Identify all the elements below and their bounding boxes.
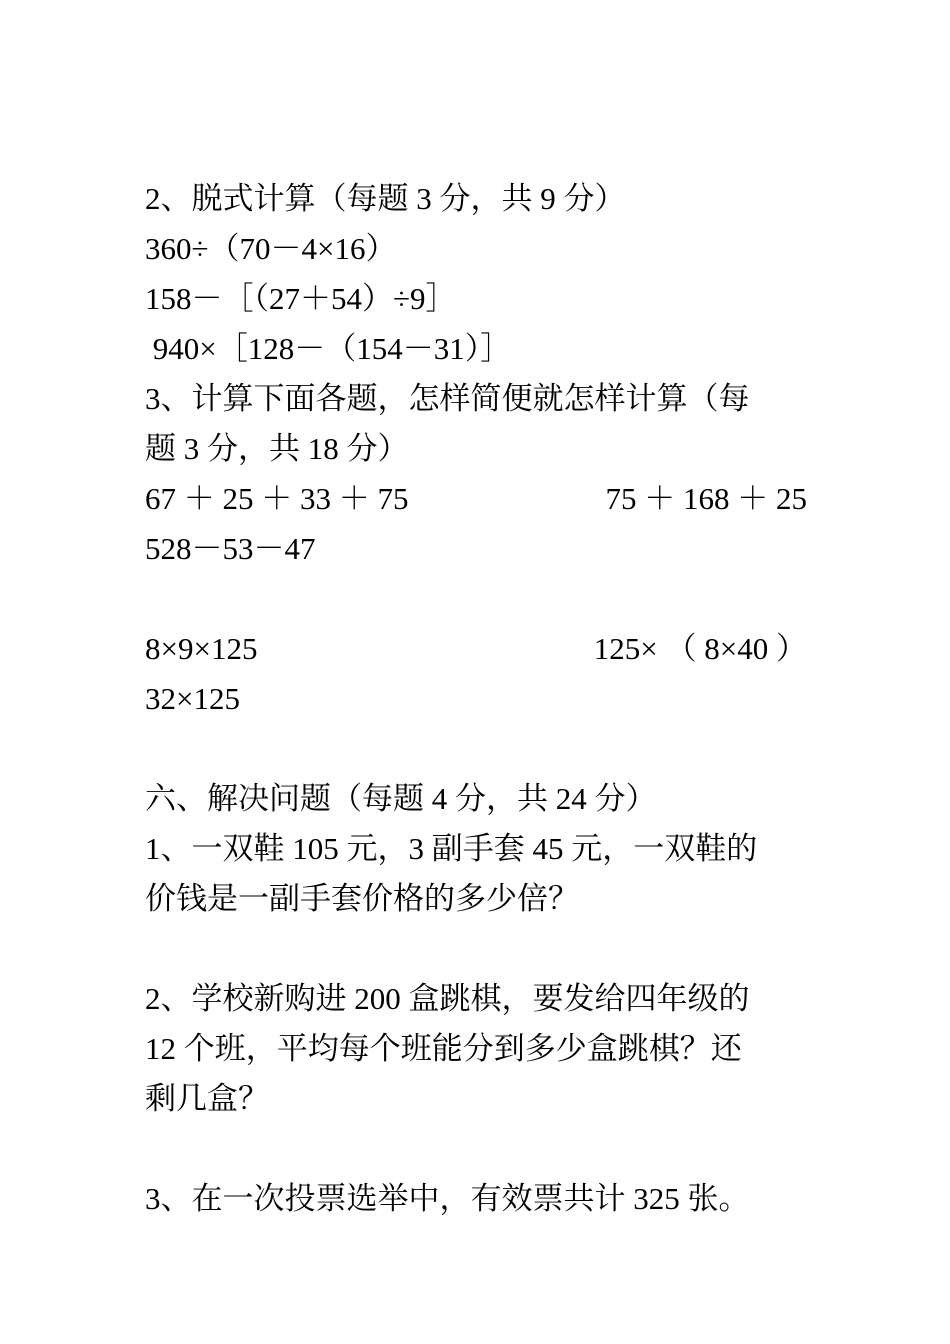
problem-3-3: 528－53－47	[145, 531, 316, 566]
section-3-heading-line1: 3、计算下面各题，怎样简便就怎样计算（每	[145, 381, 750, 416]
problem-3-2: 75 ＋ 168 ＋ 25	[605, 481, 807, 516]
problem-3-4: 8×9×125	[145, 631, 258, 666]
question-2-line3: 剩几盒？	[145, 1081, 269, 1116]
section-6-heading: 六、解决问题（每题 4 分，共 24 分）	[145, 781, 657, 816]
question-2-line1: 2、学校新购进 200 盒跳棋，要发给四年级的	[145, 981, 750, 1016]
section-3-heading-line2: 题 3 分，共 18 分）	[145, 431, 409, 466]
problem-2-1: 360÷（70－4×16）	[145, 231, 397, 266]
question-3-line1: 3、在一次投票选举中，有效票共计 325 张。	[145, 1181, 750, 1216]
question-1-line1: 1、一双鞋 105 元，3 副手套 45 元，一双鞋的	[145, 831, 758, 866]
problem-2-3: 940×［128－（154－31）］	[145, 331, 512, 366]
question-2-line2: 12 个班，平均每个班能分到多少盒跳棋？还	[145, 1031, 742, 1066]
problem-3-6: 32×125	[145, 681, 240, 716]
problem-3-1: 67 ＋ 25 ＋ 33 ＋ 75	[145, 481, 409, 516]
problem-2-2: 158－［（27＋54）÷9］	[145, 281, 457, 316]
problem-3-5: 125× （ 8×40 ）	[593, 631, 807, 666]
question-1-line2: 价钱是一副手套价格的多少倍？	[145, 881, 579, 916]
section-2-heading: 2、脱式计算（每题 3 分，共 9 分）	[145, 181, 626, 216]
